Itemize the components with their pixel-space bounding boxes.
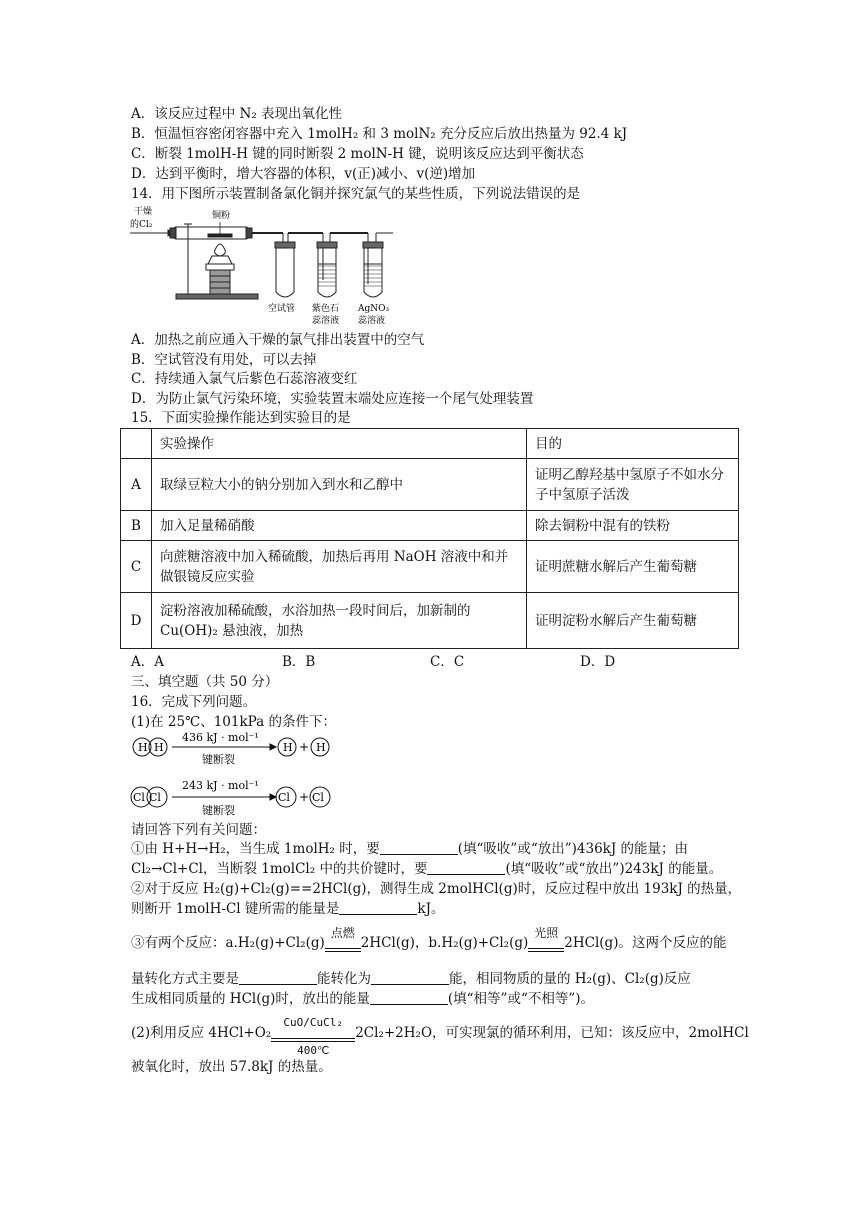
q15-choice-a: A．A bbox=[131, 654, 164, 670]
label-litmus-1: 紫色石 bbox=[312, 304, 340, 314]
header-goal: 目的 bbox=[527, 429, 739, 459]
table-row bbox=[121, 541, 739, 593]
q16-line8: (2)利用反应 4HCl+O₂ CuO/CuCl₂ 400℃ 2Cl₂+2H₂O，可实现氯的循环利用，已知：该反应中，2molHCl bbox=[131, 1016, 749, 1057]
q16-line2: Cl₂→Cl+Cl，当断裂 1molCl₂ 中的共价键时，要 (填“吸收”或“放出”)243kJ 的能量。 bbox=[131, 861, 723, 877]
table-row bbox=[121, 593, 739, 649]
label-empty-tube: 空试管 bbox=[268, 304, 296, 314]
atom-cl: Cl bbox=[133, 791, 145, 804]
q15-table bbox=[120, 428, 739, 649]
q13-option-a: A．该反应过程中 N₂ 表现出氧化性 bbox=[131, 106, 343, 122]
apparatus-figure bbox=[128, 204, 408, 330]
row-goal: 证明乙醇羟基中氢原子不如水分子中氢原子活泼 bbox=[527, 459, 739, 511]
q15-choice-b: B．B bbox=[282, 654, 316, 670]
row-operation bbox=[152, 593, 527, 649]
atom-cl: Cl bbox=[278, 791, 290, 804]
row-goal: 除去铜粉中混有的铁粉 bbox=[527, 511, 739, 541]
bond-diagram-h2 bbox=[130, 728, 340, 770]
section-heading: 三、填空题（共 50 分） bbox=[131, 674, 279, 690]
label-agno3: AgNO₃ bbox=[358, 304, 390, 314]
q16-stem: 16．完成下列问题。 bbox=[131, 694, 257, 710]
atom-cl: Cl bbox=[149, 791, 161, 804]
row-key: A bbox=[121, 459, 152, 511]
row-key: B bbox=[121, 511, 152, 541]
q16-line5: ③有两个反应：a.H₂(g)+Cl₂(g) 点燃 2HCl(g)，b.H₂(g)+Cl₂(g) 光照 2HCl(g)。这两个反应的能 bbox=[131, 926, 727, 951]
q14-option-c: C．持续通入氯气后紫色石蕊溶液变红 bbox=[131, 371, 358, 387]
q16-line7: 生成相同质量的 HCl(g)时，放出的能量 (填“相等”或“不相等”)。 bbox=[131, 991, 595, 1007]
atom-h: H bbox=[154, 741, 164, 754]
table-header-row bbox=[121, 429, 739, 459]
q13-option-d: D．达到平衡时，增大容器的体积，v(正)减小、v(逆)增加 bbox=[131, 166, 476, 182]
answer-blank[interactable] bbox=[427, 862, 505, 875]
bond-diagram-cl2 bbox=[130, 776, 340, 818]
svg-text:+: + bbox=[299, 740, 310, 754]
q15-stem: 15．下面实验操作能达到实验目的是 bbox=[131, 410, 351, 426]
atom-h: H bbox=[283, 741, 293, 754]
row-operation: 取绿豆粒大小的钠分别加入到水和乙醇中 bbox=[152, 459, 527, 511]
label-cl2: 的Cl₂ bbox=[130, 220, 153, 230]
energy-label: 436 kJ · mol⁻¹ bbox=[182, 731, 259, 744]
energy-label: 243 kJ · mol⁻¹ bbox=[182, 779, 259, 792]
row-key: D bbox=[121, 593, 152, 649]
q16-ask: 请回答下列有关问题： bbox=[131, 822, 266, 838]
q16-line1: ①由 H+H→H₂，当生成 1molH₂ 时，要 (填“吸收”或“放出”)436kJ 的能量；由 bbox=[131, 841, 689, 857]
svg-text:+: + bbox=[299, 790, 310, 804]
label-copper: 铜粉 bbox=[212, 211, 231, 221]
q14-stem: 14．用下图所示装置制备氯化铜并探究氯气的某些性质，下列说法错误的是 bbox=[131, 186, 581, 202]
q16-line4: 则断开 1molH-Cl 键所需的能量是 kJ。 bbox=[131, 901, 445, 917]
table-row bbox=[121, 459, 739, 511]
answer-blank[interactable] bbox=[339, 902, 417, 915]
q13-option-c: C．断裂 1molH-H 键的同时断裂 2 molN-H 键，说明该反应达到平衡状态 bbox=[131, 146, 584, 162]
q14-option-a: A．加热之前应通入干燥的氯气排出装置中的空气 bbox=[131, 332, 425, 348]
row-operation-line1: 淀粉溶液加稀硫酸，水浴加热一段时间后，加新制的 bbox=[160, 602, 471, 619]
answer-blank[interactable] bbox=[370, 992, 448, 1005]
atom-h: H bbox=[316, 741, 326, 754]
row-operation-line2: Cu(OH)₂ 悬浊液，加热 bbox=[160, 622, 304, 639]
bond-break-label: 键断裂 bbox=[202, 804, 235, 817]
row-goal: 证明淀粉水解后产生葡萄糖 bbox=[527, 593, 739, 649]
q14-option-d: D．为防止氯气污染环境，实验装置末端处应连接一个尾气处理装置 bbox=[131, 391, 534, 407]
table-row bbox=[121, 511, 739, 541]
bond-break-label: 键断裂 bbox=[202, 753, 235, 766]
row-operation: 向蔗糖溶液中加入稀硫酸，加热后再用 NaOH 溶液中和并做银镜反应实验 bbox=[152, 541, 527, 593]
q16-line6: 量转化方式主要是 能转化为 能，相同物质的量的 H₂(g)、Cl₂(g)反应 bbox=[131, 971, 691, 987]
row-key: C bbox=[121, 541, 152, 593]
condition-catalyst: CuO/CuCl₂ 400℃ bbox=[271, 1030, 355, 1042]
row-goal: 证明蔗糖水解后产生葡萄糖 bbox=[527, 541, 739, 593]
answer-blank[interactable] bbox=[371, 972, 449, 985]
q13-option-b: B．恒温恒容密闭容器中充入 1molH₂ 和 3 molN₂ 充分反应后放出热量为 92.4 kJ bbox=[131, 126, 628, 142]
q16-part1-head: (1)在 25℃、101kPa 的条件下： bbox=[131, 714, 336, 730]
q14-option-b: B．空试管没有用处，可以去掉 bbox=[131, 352, 317, 368]
q15-choice-c: C．C bbox=[430, 654, 465, 670]
condition-ignite: 点燃 bbox=[325, 940, 361, 952]
answer-blank[interactable] bbox=[380, 842, 458, 855]
label-dry: 干燥 bbox=[134, 207, 153, 217]
label-litmus-2: 蕊溶液 bbox=[312, 316, 340, 326]
atom-cl: Cl bbox=[312, 791, 324, 804]
condition-light: 光照 bbox=[528, 940, 564, 952]
atom-h: H bbox=[138, 741, 148, 754]
answer-blank[interactable] bbox=[239, 972, 317, 985]
q16-line9: 被氧化时，放出 57.8kJ 的热量。 bbox=[131, 1059, 332, 1075]
row-operation: 加入足量稀硝酸 bbox=[152, 511, 527, 541]
header-operation: 实验操作 bbox=[152, 429, 527, 459]
q16-line3: ②对于反应 H₂(g)+Cl₂(g)==2HCl(g)，测得生成 2molHCl(g)时，反应过程中放出 193kJ 的热量， bbox=[131, 881, 742, 897]
label-solution: 蕊溶液 bbox=[358, 316, 386, 326]
q15-choice-d: D．D bbox=[580, 654, 616, 670]
